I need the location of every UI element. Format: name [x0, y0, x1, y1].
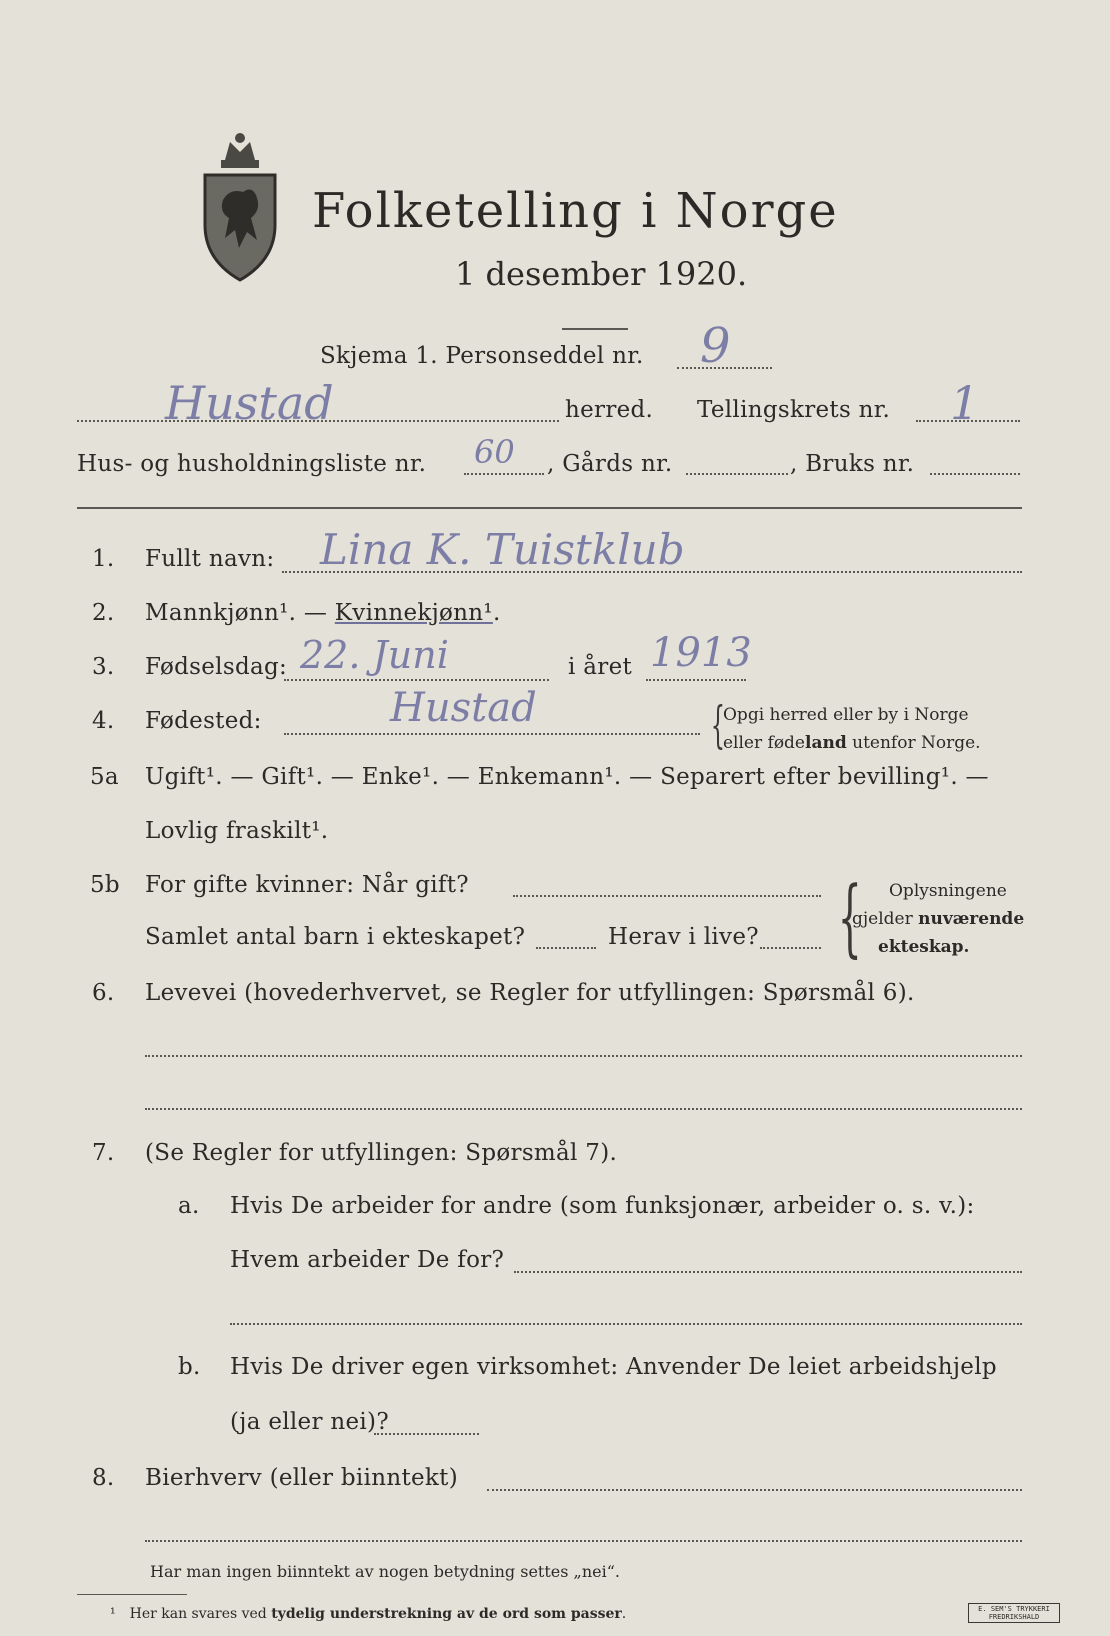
nei-note: Har man ingen biinntekt av nogen betydning settes „nei“.: [150, 1562, 620, 1581]
q5b-alive-label: Herav i live?: [608, 924, 759, 950]
form-title: Folketelling i Norge: [312, 183, 839, 239]
children-field[interactable]: [536, 947, 596, 949]
q2-sex-options: [145, 600, 501, 626]
tellingskrets-value: 1: [950, 376, 980, 430]
q7a-line-1: Hvis De arbeider for andre (som funksjonær, arbeider o. s. v.):: [230, 1193, 975, 1219]
bruks-label: , Bruks nr.: [790, 451, 915, 477]
married-when-field[interactable]: [513, 895, 821, 897]
footnote-divider: [77, 1594, 187, 1595]
q1-number: 1.: [92, 546, 115, 572]
side-income-field-2[interactable]: [145, 1540, 1022, 1542]
hus-field[interactable]: [464, 473, 544, 475]
q6-text: Levevei (hovederhvervet, se Regler for utfyllingen: Spørsmål 6).: [145, 980, 915, 1006]
q5b-note-1: Oplysningene: [889, 881, 1007, 901]
hus-value: 60: [474, 433, 515, 471]
q5a-number: 5a: [90, 764, 119, 790]
q3-label: Fødselsdag:: [145, 654, 288, 680]
q5b-number: 5b: [90, 872, 120, 898]
census-date: 1 desember 1920.: [455, 255, 748, 293]
q5b-line-1: For gifte kvinner: Når gift?: [145, 872, 469, 898]
bruks-field[interactable]: [930, 473, 1020, 475]
q2-female-option[interactable]: Kvinnekjønn¹: [334, 600, 493, 626]
side-income-field[interactable]: [487, 1489, 1022, 1491]
hus-label: Hus- og husholdningsliste nr.: [77, 451, 427, 477]
q6-field-1[interactable]: [145, 1055, 1022, 1057]
herred-value: Hustad: [165, 376, 334, 430]
employer-field[interactable]: [514, 1271, 1022, 1273]
birthday-field[interactable]: [284, 679, 549, 681]
q5b-note-2: gjelder nuværende: [852, 909, 1025, 929]
birth-year-field[interactable]: [646, 679, 746, 681]
birth-year-value: 1913: [650, 630, 752, 676]
birthplace-field[interactable]: [284, 733, 700, 735]
q7b-letter: b.: [178, 1354, 201, 1380]
q2-male-option[interactable]: Mannkjønn¹. —: [145, 600, 335, 626]
herred-label: herred.: [565, 397, 654, 423]
birthplace-value: Hustad: [390, 685, 537, 731]
q6-field-2[interactable]: [145, 1108, 1022, 1110]
q5a-marital-options-2[interactable]: Lovlig fraskilt¹.: [145, 818, 329, 844]
schema-label: Skjema 1. Personseddel nr.: [320, 343, 644, 369]
q4-note-line-1: Opgi herred eller by i Norge: [723, 705, 969, 725]
hired-help-field[interactable]: [374, 1433, 479, 1435]
q7b-line-1: Hvis De driver egen virksomhet: Anvender De leiet arbeidshjelp: [230, 1354, 997, 1380]
q1-label: Fullt navn:: [145, 546, 275, 572]
footnote-mark: ¹: [110, 1606, 116, 1622]
alive-field[interactable]: [760, 947, 821, 949]
q4-number: 4.: [92, 708, 115, 734]
tellingskrets-label: Tellingskrets nr.: [697, 397, 891, 423]
q5b-children-label: Samlet antal barn i ekteskapet?: [145, 924, 526, 950]
full-name-value: Lina K. Tuistklub: [320, 525, 685, 574]
gards-label: , Gårds nr.: [547, 451, 673, 477]
q7a-letter: a.: [178, 1193, 200, 1219]
header-divider: [77, 507, 1022, 509]
birthday-value: 22. Juni: [300, 633, 449, 677]
q4-label: Fødested:: [145, 708, 262, 734]
birth-year-label: i året: [568, 654, 633, 680]
q7b-line-2: (ja eller nei)?: [230, 1409, 389, 1435]
q5a-marital-options[interactable]: Ugift¹. — Gift¹. — Enke¹. — Enkemann¹. — Separert efter bevilling¹. —: [145, 764, 989, 790]
printer-stamp: E. SEM'S TRYKKERI FREDRIKSHALD: [968, 1603, 1060, 1623]
personseddel-number: 9: [700, 318, 731, 374]
q7a-line-2: Hvem arbeider De for?: [230, 1247, 505, 1273]
q7-number: 7.: [92, 1140, 115, 1166]
footnote: ¹ Her kan svares ved tydelig understrekning av de ord som passer.: [110, 1606, 627, 1622]
q4-brace: {: [710, 696, 726, 754]
q5b-note-3: ekteskap.: [878, 937, 970, 957]
gards-field[interactable]: [686, 473, 788, 475]
q2-period: .: [492, 600, 501, 626]
q8-number: 8.: [92, 1465, 115, 1491]
q8-text: Bierhverv (eller biinntekt): [145, 1465, 458, 1491]
q3-number: 3.: [92, 654, 115, 680]
q4-note-line-2: eller fødeland utenfor Norge.: [723, 733, 981, 753]
q7-text: (Se Regler for utfyllingen: Spørsmål 7).: [145, 1140, 618, 1166]
employer-field-2[interactable]: [230, 1323, 1022, 1325]
q2-number: 2.: [92, 600, 115, 626]
q5b-brace: {: [837, 868, 862, 966]
coat-of-arms-icon: [195, 130, 285, 290]
q6-number: 6.: [92, 980, 115, 1006]
title-divider: [562, 328, 628, 330]
